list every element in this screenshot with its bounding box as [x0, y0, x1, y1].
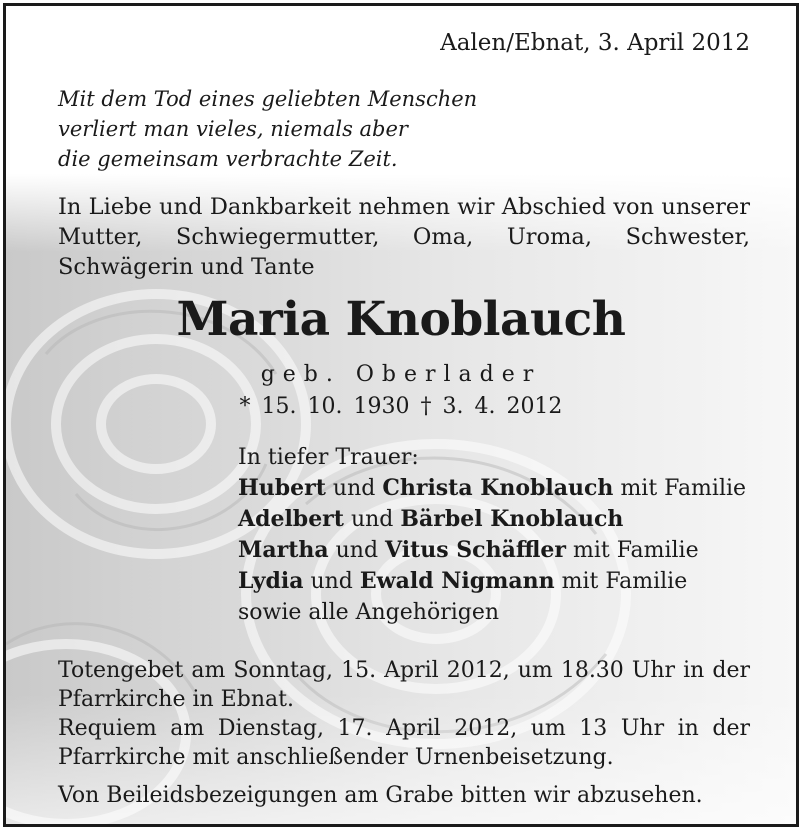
mourner-name: Hubert: [238, 475, 326, 501]
conjunction: und: [332, 476, 376, 501]
mourner-name: Lydia: [238, 568, 304, 594]
intro-text: In Liebe und Dankbarkeit nehmen wir Abschied von unserer Mutter, Schwiegermutter, Oma, Uroma, Schwester, Schwägerin und Tante: [58, 194, 750, 280]
obituary-notice: [3, 3, 799, 827]
deceased-name: Maria Knoblauch: [176, 292, 626, 347]
mourner-row: [238, 566, 746, 597]
mourner-name: Vitus Schäffler: [385, 537, 566, 563]
mourner-name: Bärbel Knoblauch: [400, 506, 624, 532]
condolence-note: Von Beileidsbezeigungen am Grabe bitten wir abzusehen.: [58, 783, 703, 808]
maiden-name: geb. Oberlader: [260, 362, 542, 387]
mourner-row: [238, 504, 746, 535]
family-suffix: mit Familie: [572, 538, 699, 563]
conjunction: und: [335, 538, 379, 563]
conjunction: und: [310, 569, 353, 594]
mourning-heading: In tiefer Trauer:: [238, 445, 419, 470]
mourner-row: [238, 473, 746, 504]
conjunction: und: [350, 507, 394, 532]
other-relatives: sowie alle Angehörigen: [238, 600, 500, 625]
prayer-info: Totengebet am Sonntag, 15. April 2012, um 18.30 Uhr in der Pfarrkirche in Ebnat.: [58, 658, 750, 712]
mourner-name: Martha: [238, 537, 329, 563]
place-and-date: Aalen/Ebnat, 3. April 2012: [440, 30, 750, 56]
service-details: [58, 656, 750, 810]
motto-line: Mit dem Tod eines geliebten Menschen: [58, 87, 478, 111]
mourner-row: [238, 535, 746, 566]
requiem-info: Requiem am Dienstag, 17. April 2012, um 13 Uhr in der Pfarrkirche mit anschließender Urnenbeisetzung.: [58, 716, 750, 770]
family-suffix: mit Familie: [561, 569, 688, 594]
mourner-name: Christa Knoblauch: [382, 475, 614, 501]
life-dates: * 15. 10. 1930 † 3. 4. 2012: [239, 394, 563, 419]
mourner-name: Adelbert: [238, 506, 344, 532]
motto-line: verliert man vieles, niemals aber: [58, 117, 408, 141]
family-suffix: mit Familie: [620, 476, 747, 501]
mourners-list: [238, 442, 746, 628]
motto-line: die gemeinsam verbrachte Zeit.: [58, 147, 398, 171]
motto-quote: [58, 84, 477, 174]
mourner-name: Ewald Nigmann: [359, 568, 555, 594]
